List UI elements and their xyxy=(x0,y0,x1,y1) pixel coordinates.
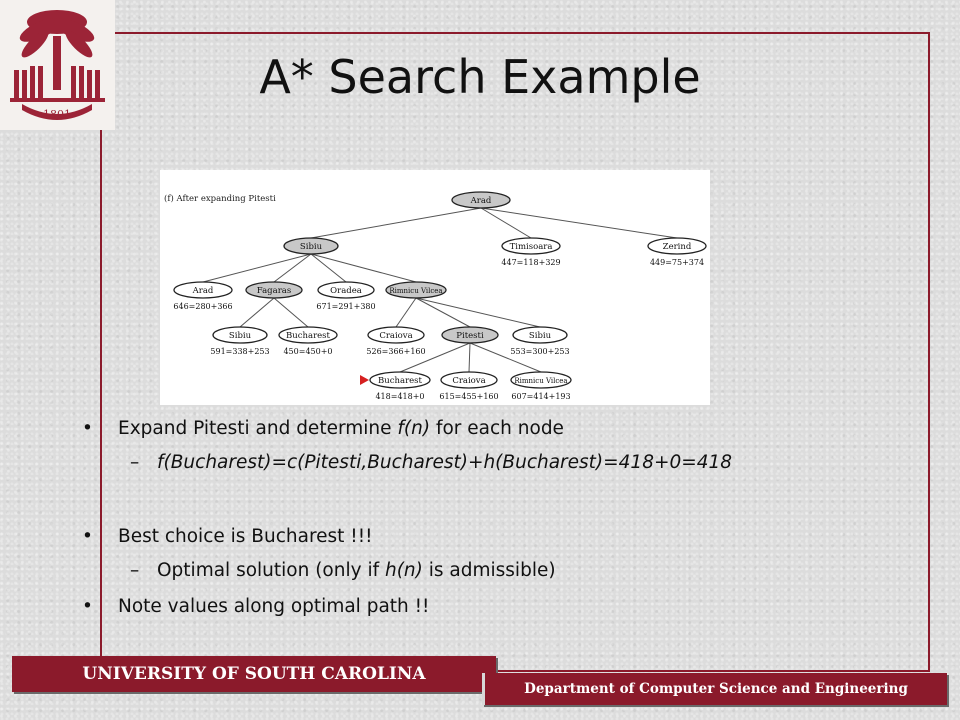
svg-text:Fagaras: Fagaras xyxy=(256,286,292,296)
svg-text:Oradea: Oradea xyxy=(330,286,362,296)
tree-node-craiova xyxy=(366,327,425,356)
svg-text:1801: 1801 xyxy=(43,108,71,121)
svg-text:Arad: Arad xyxy=(470,196,492,206)
tree-node-timisoara xyxy=(501,238,560,267)
svg-text:Pitesti: Pitesti xyxy=(456,331,484,341)
tree-node-pitesti xyxy=(442,327,498,343)
slide-title: A* Search Example xyxy=(259,50,701,104)
svg-text:526=366+160: 526=366+160 xyxy=(366,347,426,356)
sub-bullet-item: – f(Bucharest)=c(Pitesti,Bucharest)+h(Bucharest)=418+0=418 xyxy=(130,452,733,473)
tree-node-fagaras xyxy=(246,282,302,298)
svg-text:Bucharest: Bucharest xyxy=(286,331,330,341)
svg-text:449=75+374: 449=75+374 xyxy=(649,258,705,267)
svg-text:Sibiu: Sibiu xyxy=(299,242,323,252)
tree-node-sibiu-3 xyxy=(510,327,569,356)
svg-text:Bucharest: Bucharest xyxy=(378,376,422,386)
svg-text:418=418+0: 418=418+0 xyxy=(375,392,425,401)
goal-arrow-icon xyxy=(360,375,369,385)
svg-text:Zerind: Zerind xyxy=(662,242,692,252)
svg-text:Rimnicu Vilcea: Rimnicu Vilcea xyxy=(514,377,568,385)
svg-text:646=280+366: 646=280+366 xyxy=(173,302,233,311)
tree-node-craiova-2 xyxy=(439,372,498,401)
tree-node-oradea xyxy=(316,282,375,311)
svg-text:Craiova: Craiova xyxy=(379,331,413,341)
tree-node-rimnicu-vilcea-2 xyxy=(511,372,571,401)
tree-node-zerind xyxy=(648,238,706,267)
tree-node-arad-root xyxy=(452,192,510,208)
svg-text:Craiova: Craiova xyxy=(452,376,486,386)
university-logo xyxy=(0,0,115,130)
svg-text:615=455+160: 615=455+160 xyxy=(439,392,499,401)
tree-node-rimnicu-vilcea xyxy=(386,282,446,298)
svg-text:Sibiu: Sibiu xyxy=(528,331,552,341)
search-tree-figure xyxy=(160,170,710,405)
bullet-item: • Best choice is Bucharest !!! xyxy=(82,526,373,547)
svg-text:591=338+253: 591=338+253 xyxy=(210,347,270,356)
footer-university-name: UNIVERSITY OF SOUTH CAROLINA xyxy=(12,656,496,692)
bullet-item: • Expand Pitesti and determine f(n) for each node xyxy=(82,418,564,439)
svg-text:671=291+380: 671=291+380 xyxy=(316,302,376,311)
svg-text:447=118+329: 447=118+329 xyxy=(501,258,561,267)
svg-text:Arad: Arad xyxy=(192,286,214,296)
svg-text:450=450+0: 450=450+0 xyxy=(283,347,333,356)
tree-node-bucharest-goal xyxy=(370,372,430,401)
tree-node-sibiu-2 xyxy=(210,327,269,356)
figure-caption: (f) After expanding Pitesti xyxy=(164,194,276,204)
tree-node-arad xyxy=(173,282,232,311)
svg-text:553=300+253: 553=300+253 xyxy=(510,347,570,356)
svg-text:Rimnicu Vilcea: Rimnicu Vilcea xyxy=(389,287,443,295)
svg-text:Sibiu: Sibiu xyxy=(228,331,252,341)
sub-bullet-item: – Optimal solution (only if h(n) is admissible) xyxy=(130,560,556,581)
tree-node-sibiu xyxy=(284,238,338,254)
bullet-item: • Note values along optimal path !! xyxy=(82,596,430,617)
footer-department-name: Department of Computer Science and Engineering xyxy=(482,673,947,705)
svg-text:Timisoara: Timisoara xyxy=(509,242,553,252)
svg-text:607=414+193: 607=414+193 xyxy=(511,392,571,401)
tree-node-bucharest xyxy=(279,327,337,356)
